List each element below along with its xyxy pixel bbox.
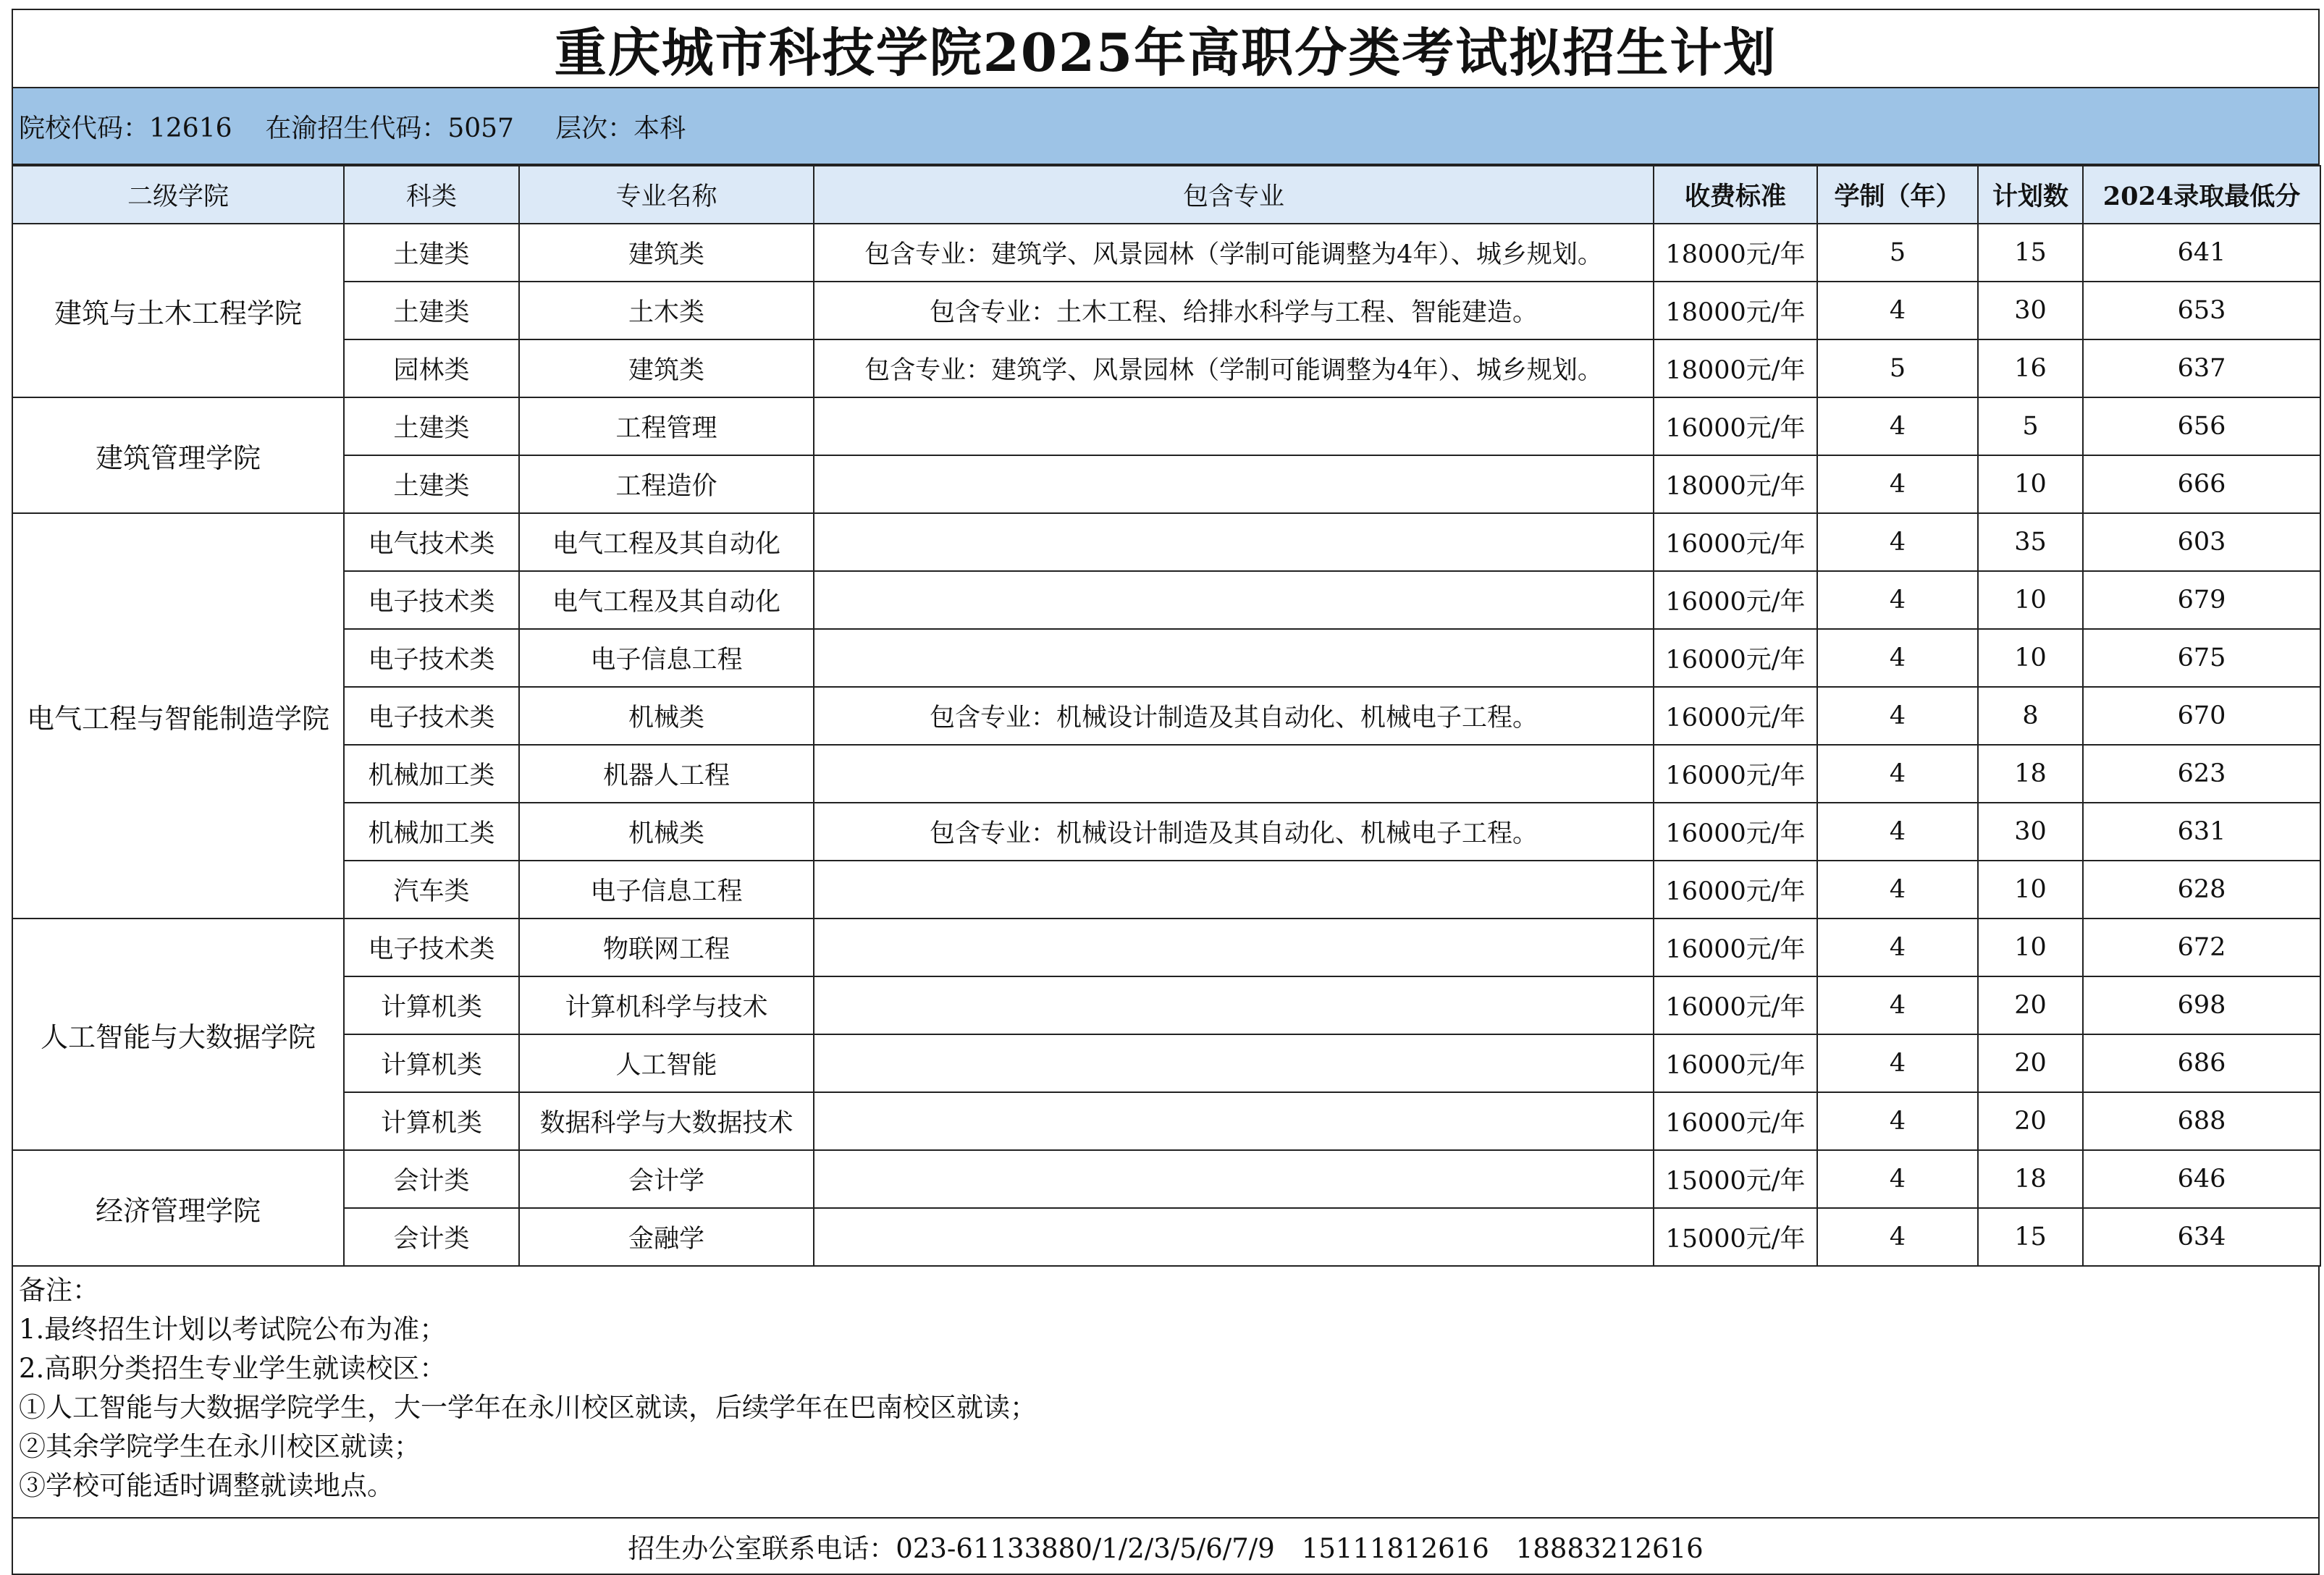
min-score-cell: 628 xyxy=(2083,861,2320,919)
included-majors-cell xyxy=(814,861,1654,919)
tuition-cell: 18000元/年 xyxy=(1654,455,1817,513)
duration-cell: 4 xyxy=(1817,1208,1978,1266)
included-majors-cell: 包含专业：土木工程、给排水科学与工程、智能建造。 xyxy=(814,282,1654,339)
table-row xyxy=(12,976,2320,1034)
plan-count-cell: 15 xyxy=(1978,224,2083,282)
chongqing-admission-code: 在渝招生代码：5057 xyxy=(265,113,514,143)
min-score-cell: 688 xyxy=(2083,1092,2320,1150)
category-cell: 会计类 xyxy=(344,1208,519,1266)
major-name-cell: 电子信息工程 xyxy=(519,629,814,687)
min-score-cell: 656 xyxy=(2083,397,2320,455)
included-majors-cell xyxy=(814,1150,1654,1208)
plan-count-cell: 10 xyxy=(1978,571,2083,629)
min-score-cell: 641 xyxy=(2083,224,2320,282)
plan-count-cell: 10 xyxy=(1978,629,2083,687)
admission-plan-sheet xyxy=(12,9,2320,1575)
major-name-cell: 数据科学与大数据技术 xyxy=(519,1092,814,1150)
plan-count-cell: 30 xyxy=(1978,803,2083,861)
table-row xyxy=(12,861,2320,919)
category-cell: 机械加工类 xyxy=(344,745,519,803)
duration-cell: 5 xyxy=(1817,224,1978,282)
category-cell: 土建类 xyxy=(344,455,519,513)
education-level: 层次：本科 xyxy=(555,113,686,143)
duration-cell: 4 xyxy=(1817,455,1978,513)
school-code: 院校代码：12616 xyxy=(19,113,232,143)
category-cell: 计算机类 xyxy=(344,976,519,1034)
plan-count-cell: 10 xyxy=(1978,919,2083,976)
header-tuition: 收费标准 xyxy=(1654,166,1817,224)
category-cell: 土建类 xyxy=(344,224,519,282)
tuition-cell: 15000元/年 xyxy=(1654,1150,1817,1208)
major-name-cell: 机械类 xyxy=(519,803,814,861)
plan-count-cell: 10 xyxy=(1978,861,2083,919)
school-info-bar xyxy=(12,87,2320,165)
note-line: 1.最终招生计划以考试院公布为准； xyxy=(19,1314,447,1345)
category-cell: 电子技术类 xyxy=(344,687,519,745)
min-score-cell: 670 xyxy=(2083,687,2320,745)
category-cell: 电子技术类 xyxy=(344,629,519,687)
included-majors-cell: 包含专业：机械设计制造及其自动化、机械电子工程。 xyxy=(814,803,1654,861)
major-name-cell: 电气工程及其自动化 xyxy=(519,571,814,629)
header-major-name: 专业名称 xyxy=(519,166,814,224)
note-line: ①人工智能与大数据学院学生，大一学年在永川校区就读，后续学年在巴南校区就读； xyxy=(19,1392,1037,1423)
included-majors-cell xyxy=(814,919,1654,976)
major-name-cell: 建筑类 xyxy=(519,224,814,282)
table-row xyxy=(12,1092,2320,1150)
major-name-cell: 人工智能 xyxy=(519,1034,814,1092)
table-row xyxy=(12,629,2320,687)
min-score-cell: 623 xyxy=(2083,745,2320,803)
duration-cell: 4 xyxy=(1817,1092,1978,1150)
table-row xyxy=(12,745,2320,803)
min-score-cell: 646 xyxy=(2083,1150,2320,1208)
major-name-cell: 金融学 xyxy=(519,1208,814,1266)
plan-count-cell: 18 xyxy=(1978,745,2083,803)
min-score-cell: 603 xyxy=(2083,513,2320,571)
table-header-row xyxy=(12,166,2320,224)
tuition-cell: 16000元/年 xyxy=(1654,571,1817,629)
included-majors-cell xyxy=(814,629,1654,687)
tuition-cell: 16000元/年 xyxy=(1654,513,1817,571)
major-name-cell: 计算机科学与技术 xyxy=(519,976,814,1034)
note-line: ③学校可能适时调整就读地点。 xyxy=(19,1470,394,1501)
included-majors-cell xyxy=(814,1034,1654,1092)
tuition-cell: 15000元/年 xyxy=(1654,1208,1817,1266)
category-cell: 机械加工类 xyxy=(344,803,519,861)
duration-cell: 4 xyxy=(1817,745,1978,803)
plan-count-cell: 35 xyxy=(1978,513,2083,571)
included-majors-cell xyxy=(814,1208,1654,1266)
min-score-cell: 634 xyxy=(2083,1208,2320,1266)
plan-count-cell: 20 xyxy=(1978,976,2083,1034)
table-row xyxy=(12,687,2320,745)
tuition-cell: 16000元/年 xyxy=(1654,976,1817,1034)
plan-count-cell: 10 xyxy=(1978,455,2083,513)
college-cell: 经济管理学院 xyxy=(12,1150,344,1266)
category-cell: 计算机类 xyxy=(344,1092,519,1150)
tuition-cell: 18000元/年 xyxy=(1654,339,1817,397)
duration-cell: 4 xyxy=(1817,282,1978,339)
category-cell: 电子技术类 xyxy=(344,571,519,629)
duration-cell: 4 xyxy=(1817,803,1978,861)
plan-count-cell: 16 xyxy=(1978,339,2083,397)
included-majors-cell xyxy=(814,513,1654,571)
table-row xyxy=(12,339,2320,397)
included-majors-cell xyxy=(814,745,1654,803)
note-line: ②其余学院学生在永川校区就读； xyxy=(19,1431,421,1462)
included-majors-cell: 包含专业：建筑学、风景园林（学制可能调整为4年）、城乡规划。 xyxy=(814,339,1654,397)
min-score-cell: 698 xyxy=(2083,976,2320,1034)
college-cell: 建筑管理学院 xyxy=(12,397,344,513)
college-cell: 人工智能与大数据学院 xyxy=(12,919,344,1150)
included-majors-cell: 包含专业：机械设计制造及其自动化、机械电子工程。 xyxy=(814,687,1654,745)
page-title: 重庆城市科技学院2025年高职分类考试拟招生计划 xyxy=(12,9,2320,87)
major-name-cell: 建筑类 xyxy=(519,339,814,397)
included-majors-cell xyxy=(814,976,1654,1034)
major-name-cell: 物联网工程 xyxy=(519,919,814,976)
category-cell: 会计类 xyxy=(344,1150,519,1208)
tuition-cell: 16000元/年 xyxy=(1654,919,1817,976)
duration-cell: 4 xyxy=(1817,629,1978,687)
major-name-cell: 机械类 xyxy=(519,687,814,745)
tuition-cell: 16000元/年 xyxy=(1654,687,1817,745)
major-name-cell: 机器人工程 xyxy=(519,745,814,803)
duration-cell: 5 xyxy=(1817,339,1978,397)
min-score-cell: 653 xyxy=(2083,282,2320,339)
table-row xyxy=(12,455,2320,513)
tuition-cell: 18000元/年 xyxy=(1654,224,1817,282)
category-cell: 计算机类 xyxy=(344,1034,519,1092)
category-cell: 土建类 xyxy=(344,282,519,339)
plan-count-cell: 5 xyxy=(1978,397,2083,455)
category-cell: 电气技术类 xyxy=(344,513,519,571)
contact-footer: 招生办公室联系电话：023-61133880/1/2/3/5/6/7/9 15111812616 18883212616 xyxy=(12,1519,2320,1575)
included-majors-cell xyxy=(814,1092,1654,1150)
plan-count-cell: 20 xyxy=(1978,1092,2083,1150)
college-cell: 建筑与土木工程学院 xyxy=(12,224,344,397)
duration-cell: 4 xyxy=(1817,976,1978,1034)
major-name-cell: 电气工程及其自动化 xyxy=(519,513,814,571)
major-name-cell: 电子信息工程 xyxy=(519,861,814,919)
plan-count-cell: 30 xyxy=(1978,282,2083,339)
included-majors-cell xyxy=(814,571,1654,629)
note-line: 2.高职分类招生专业学生就读校区： xyxy=(19,1353,447,1384)
tuition-cell: 16000元/年 xyxy=(1654,1034,1817,1092)
duration-cell: 4 xyxy=(1817,571,1978,629)
tuition-cell: 16000元/年 xyxy=(1654,745,1817,803)
plan-table xyxy=(12,165,2321,1267)
major-name-cell: 工程造价 xyxy=(519,455,814,513)
table-row xyxy=(12,803,2320,861)
header-included-majors: 包含专业 xyxy=(814,166,1654,224)
category-cell: 土建类 xyxy=(344,397,519,455)
header-plan-count: 计划数 xyxy=(1978,166,2083,224)
duration-cell: 4 xyxy=(1817,1034,1978,1092)
major-name-cell: 工程管理 xyxy=(519,397,814,455)
tuition-cell: 18000元/年 xyxy=(1654,282,1817,339)
table-row xyxy=(12,571,2320,629)
table-row xyxy=(12,919,2320,976)
header-category: 科类 xyxy=(344,166,519,224)
min-score-cell: 666 xyxy=(2083,455,2320,513)
table-row xyxy=(12,224,2320,282)
duration-cell: 4 xyxy=(1817,687,1978,745)
min-score-cell: 637 xyxy=(2083,339,2320,397)
header-min-score-2024: 2024录取最低分 xyxy=(2083,166,2320,224)
duration-cell: 4 xyxy=(1817,513,1978,571)
tuition-cell: 16000元/年 xyxy=(1654,629,1817,687)
included-majors-cell xyxy=(814,397,1654,455)
included-majors-cell: 包含专业：建筑学、风景园林（学制可能调整为4年）、城乡规划。 xyxy=(814,224,1654,282)
min-score-cell: 679 xyxy=(2083,571,2320,629)
plan-count-cell: 15 xyxy=(1978,1208,2083,1266)
duration-cell: 4 xyxy=(1817,919,1978,976)
major-name-cell: 土木类 xyxy=(519,282,814,339)
included-majors-cell xyxy=(814,455,1654,513)
duration-cell: 4 xyxy=(1817,397,1978,455)
tuition-cell: 16000元/年 xyxy=(1654,397,1817,455)
table-row xyxy=(12,1208,2320,1266)
tuition-cell: 16000元/年 xyxy=(1654,861,1817,919)
note-line: 备注： xyxy=(19,1275,99,1306)
table-row xyxy=(12,397,2320,455)
notes-section xyxy=(12,1267,2320,1519)
min-score-cell: 675 xyxy=(2083,629,2320,687)
category-cell: 电子技术类 xyxy=(344,919,519,976)
min-score-cell: 686 xyxy=(2083,1034,2320,1092)
college-cell: 电气工程与智能制造学院 xyxy=(12,513,344,919)
table-row xyxy=(12,282,2320,339)
min-score-cell: 631 xyxy=(2083,803,2320,861)
table-row xyxy=(12,513,2320,571)
major-name-cell: 会计学 xyxy=(519,1150,814,1208)
min-score-cell: 672 xyxy=(2083,919,2320,976)
plan-count-cell: 18 xyxy=(1978,1150,2083,1208)
category-cell: 园林类 xyxy=(344,339,519,397)
tuition-cell: 16000元/年 xyxy=(1654,803,1817,861)
plan-table-body xyxy=(12,224,2320,1266)
tuition-cell: 16000元/年 xyxy=(1654,1092,1817,1150)
duration-cell: 4 xyxy=(1817,861,1978,919)
header-duration: 学制（年） xyxy=(1817,166,1978,224)
header-college: 二级学院 xyxy=(12,166,344,224)
plan-count-cell: 20 xyxy=(1978,1034,2083,1092)
category-cell: 汽车类 xyxy=(344,861,519,919)
table-row xyxy=(12,1150,2320,1208)
duration-cell: 4 xyxy=(1817,1150,1978,1208)
plan-count-cell: 8 xyxy=(1978,687,2083,745)
table-row xyxy=(12,1034,2320,1092)
